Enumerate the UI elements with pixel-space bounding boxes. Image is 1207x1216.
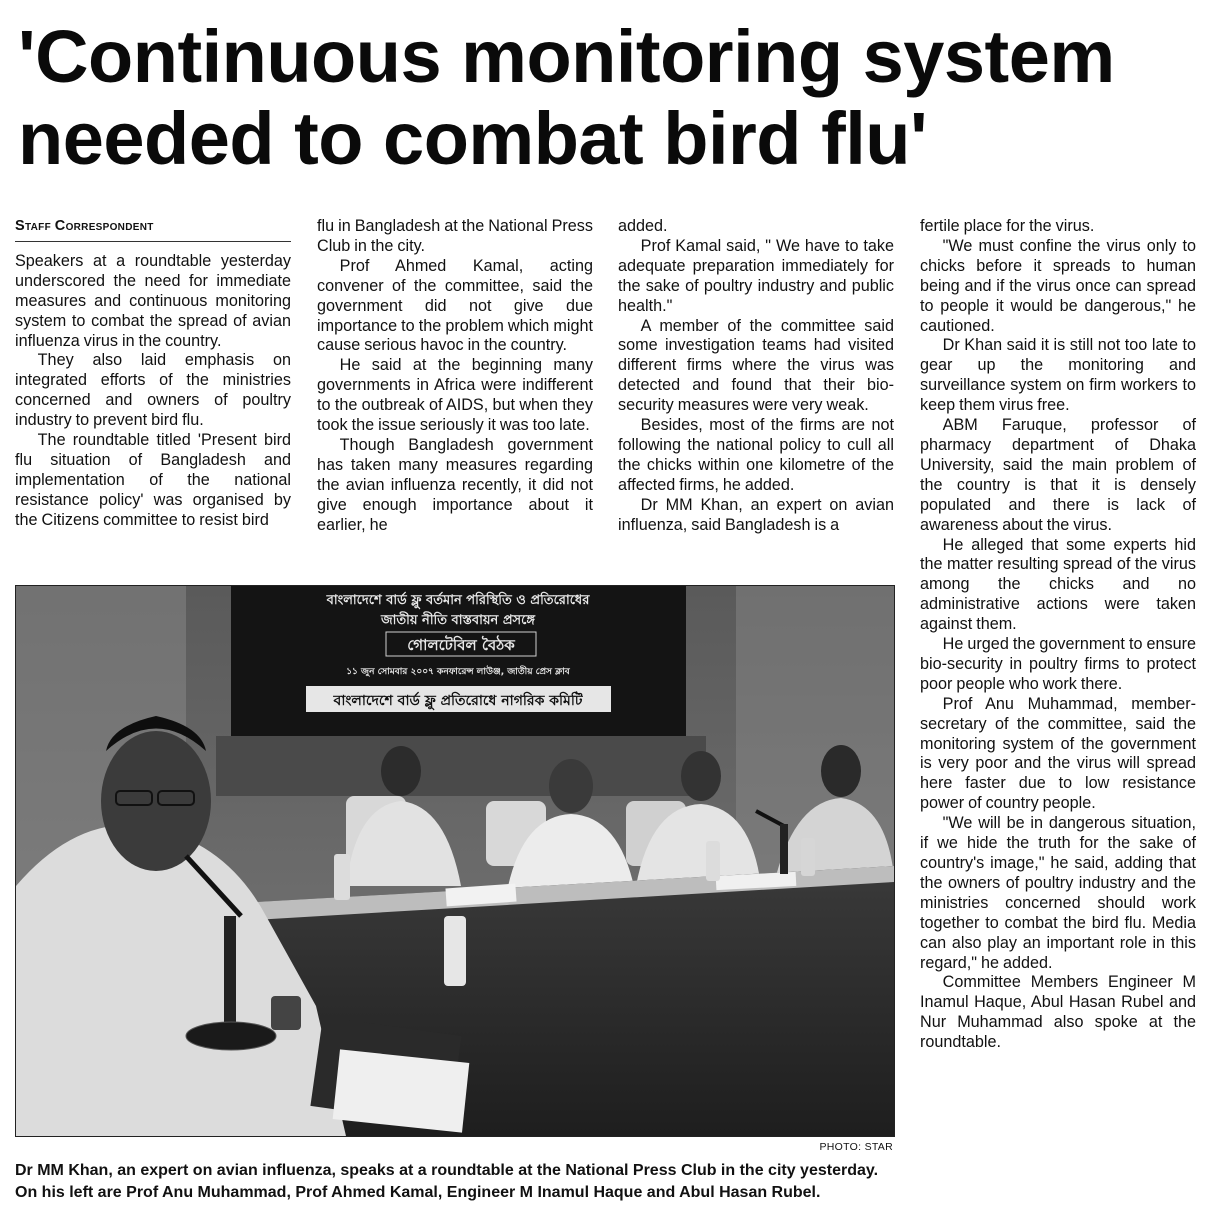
paragraph: He said at the beginning many governments in Africa were indifferent to the outbreak of AIDS, but when they took the issue seriously it was too late.	[317, 356, 593, 435]
paragraph: fertile place for the virus.	[920, 217, 1095, 235]
paragraph: Dr Khan said it is still not too late to gear up the monitoring and surveillance system on firm workers to keep them virus free.	[920, 336, 1196, 415]
paragraph: He urged the government to ensure bio-security in poultry firms to protect poor people who work there.	[920, 635, 1196, 693]
article-column-3	[618, 217, 894, 536]
paragraph: Committee Members Engineer M Inamul Haque, Abul Hasan Rubel and Nur Muhammad also spoke at the roundtable.	[920, 973, 1196, 1052]
paragraph: The roundtable titled 'Present bird flu situation of Bangladesh and implementation of the national resistance policy' was organised by the Citizens committee to resist bird	[15, 431, 291, 529]
paragraph: "We will be in dangerous situation, if we hide the truth for the sake of country's image," he said, adding that the owners of poultry industry and the ministries concerned should work together to combat the bird flu. Media can also play an important role in this regard," he added.	[920, 814, 1196, 972]
paragraph: "We must confine the virus only to chicks before it spreads to human being and if the virus once can spread to people it would be dangerous," he cautioned.	[920, 236, 1196, 335]
article-column-4	[920, 217, 1196, 1053]
paragraph: Though Bangladesh government has taken many measures regarding the avian influenza recently, it did not give enough importance about it earlier, he	[317, 435, 593, 534]
banner-line-4: ১১ জুন সোমবার ২০০৭ কনফারেন্স লাউঞ্জ, জাতীয় প্রেস ক্লাব	[346, 667, 570, 677]
paragraph: Prof Ahmed Kamal, acting convener of the committee, said the government did not give due importance to the problem which might cause serious havoc in the country.	[317, 256, 593, 355]
paragraph: Dr MM Khan, an expert on avian influenza, said Bangladesh is a	[618, 495, 894, 534]
paragraph: A member of the committee said some investigation teams had visited different firms where the virus was detected and found that their bio-security measures were very weak.	[618, 316, 894, 415]
paragraph: He alleged that some experts hid the matter resulting spread of the virus among the chicks and no administrative actions were taken against them.	[920, 535, 1196, 634]
banner-line-1: বাংলাদেশে বার্ড ফ্লু বর্তমান পরিস্থিতি ও প্রতিরোধের	[326, 593, 590, 608]
photo-caption: Dr MM Khan, an expert on avian influenza, speaks at a roundtable at the National Press Club in the city yesterday. On his left are Prof Anu Muhammad, Prof Ahmed Kamal, Engineer M Inamul Haque and Abul Hasan Rubel.	[15, 1162, 879, 1201]
paragraph: Prof Anu Muhammad, member-secretary of the committee, said the monitoring system of the government is very poor and the virus will spread here faster due to low resistance power of country people.	[920, 694, 1196, 813]
paragraph: Speakers at a roundtable yesterday underscored the need for immediate measures and continuous monitoring system to combat the spread of avian influenza virus in the country.	[15, 251, 291, 350]
headline: 'Continuous monitoring system needed to combat bird flu'	[18, 15, 1115, 180]
photo-credit: PHOTO: STAR	[819, 1141, 893, 1153]
paragraph: added.	[618, 217, 668, 235]
paragraph: They also laid emphasis on integrated efforts of the ministries concerned and owners of poultry industry to prevent bird flu.	[15, 351, 291, 430]
banner-line-3: গোলটেবিল বৈঠক	[407, 636, 515, 654]
paragraph: Besides, most of the firms are not following the national policy to cull all the chicks within one kilometre of the affected firms, he added.	[618, 416, 894, 494]
paragraph: flu in Bangladesh at the National Press Club in the city.	[317, 217, 593, 255]
article-column-1	[15, 217, 291, 531]
article-column-2	[317, 217, 593, 536]
roundtable-photo-illustration	[16, 586, 894, 1136]
banner	[231, 586, 686, 736]
byline: Staff Correspondent	[15, 217, 291, 242]
news-photo	[15, 585, 895, 1137]
paragraph: ABM Faruque, professor of pharmacy department of Dhaka University, said the main problem of the country is that it is densely populated and there is lack of awareness about the virus.	[920, 416, 1196, 534]
paragraph: Prof Kamal said, " We have to take adequate preparation immediately for the sake of poultry industry and public health."	[618, 236, 894, 315]
banner-line-2: জাতীয় নীতি বাস্তবায়ন প্রসঙ্গে	[381, 613, 535, 628]
banner-line-5: বাংলাদেশে বার্ড ফ্লু প্রতিরোধে নাগরিক কমিটি	[333, 693, 583, 709]
